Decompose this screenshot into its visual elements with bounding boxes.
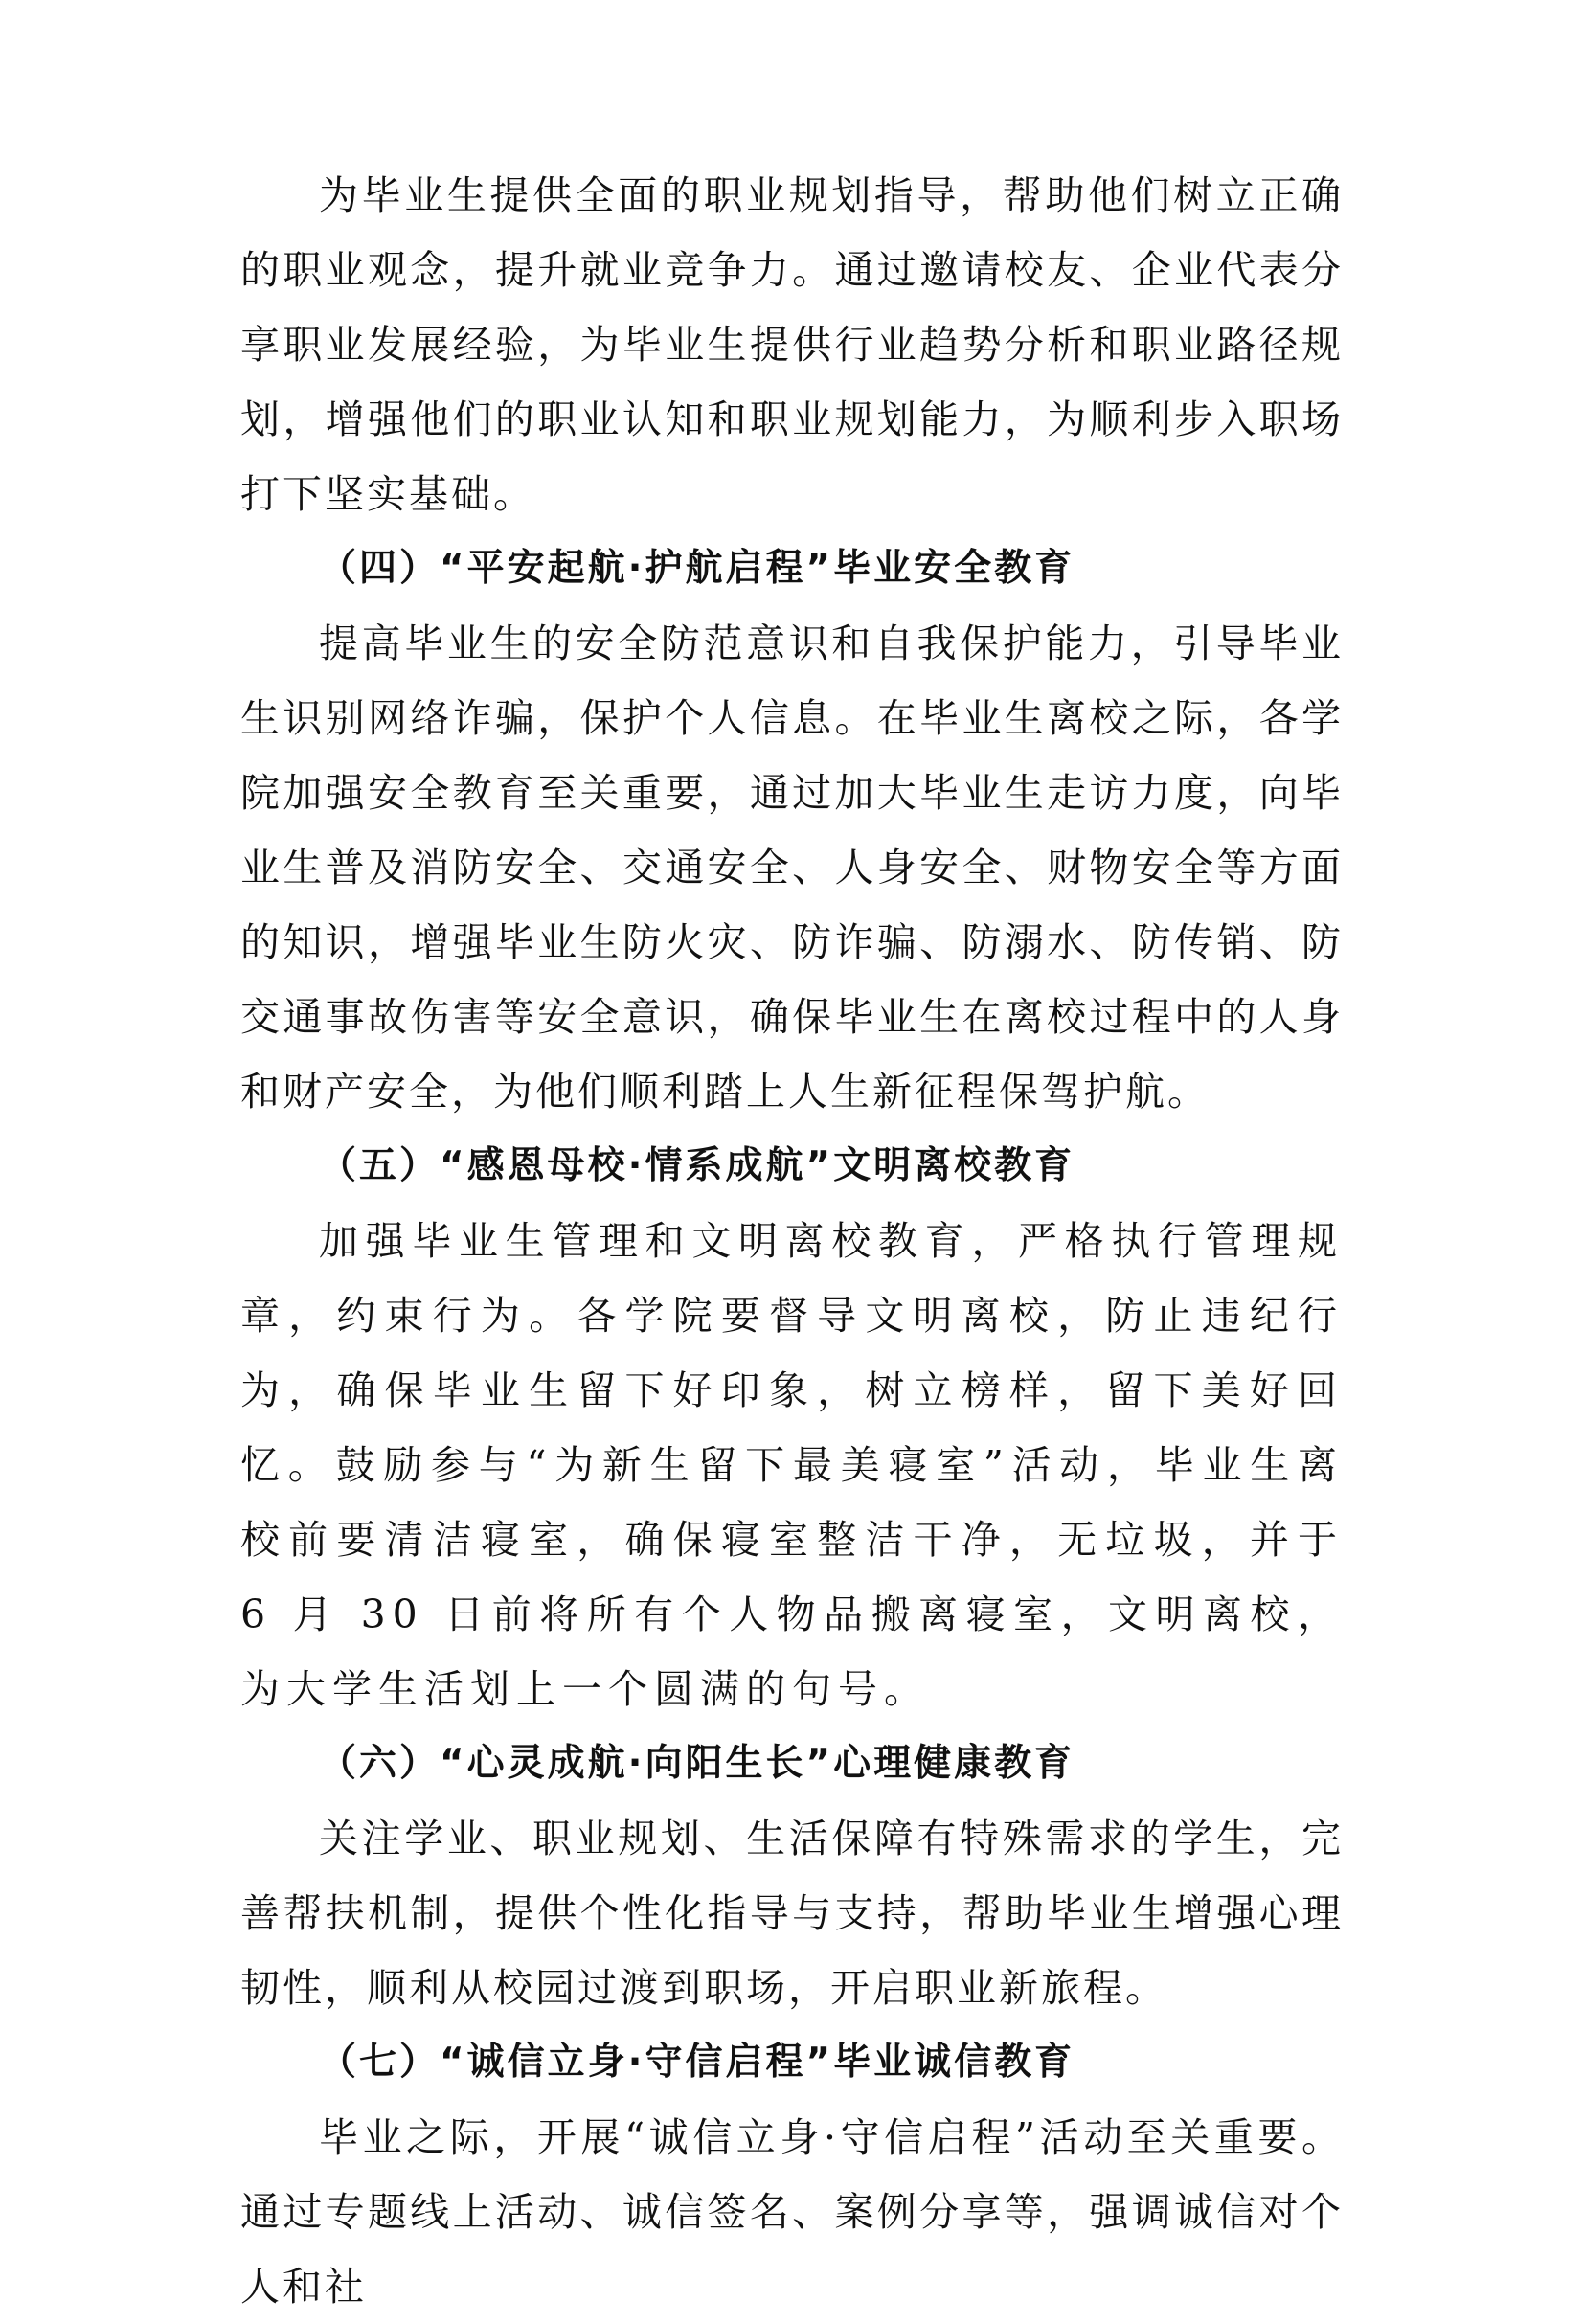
paragraph-integrity-education: 毕业之际，开展“诚信立身·守信启程”活动至关重要。通过专题线上活动、诚信签名、案例分享等，强调诚信对个人和社: [240, 2114, 1344, 2310]
document-page: [240, 158, 1344, 2324]
paragraph-mental-health: 关注学业、职业规划、生活保障有特殊需求的学生，完善帮扶机制，提供个性化指导与支持，帮助毕业生增强心理韧性，顺利从校园过渡到职场，开启职业新旅程。: [240, 1816, 1344, 2011]
paragraph-civilized-departure: 加强毕业生管理和文明离校教育，严格执行管理规章，约束行为。各学院要督导文明离校，防止违纪行为，确保毕业生留下好印象，树立榜样，留下美好回忆。鼓励参与“为新生留下最美寝室”活动，毕业生离校前要清洁寝室，确保寝室整洁干净，无垃圾，并于 6 月 30 日前将所有个人物品搬离寝室，文明离校，为大学生活划上一个圆满的句号。: [240, 1218, 1344, 1712]
section-heading-7: （七）“诚信立身·守信启程”毕业诚信教育: [319, 2041, 1075, 2084]
section-heading-4: （四）“平安起航·护航启程”毕业安全教育: [319, 547, 1075, 590]
paragraph-safety-education: 提高毕业生的安全防范意识和自我保护能力，引导毕业生识别网络诈骗，保护个人信息。在毕业生离校之际，各学院加强安全教育至关重要，通过加大毕业生走访力度，向毕业生普及消防安全、交通安全、人身安全、财物安全等方面的知识，增强毕业生防火灾、防诈骗、防溺水、防传销、防交通事故伤害等安全意识，确保毕业生在离校过程中的人身和财产安全，为他们顺利踏上人生新征程保驾护航。: [240, 620, 1344, 1115]
section-heading-5: （五）“感恩母校·情系成航”文明离校教育: [319, 1144, 1075, 1187]
section-heading-6: （六）“心灵成航·向阳生长”心理健康教育: [319, 1742, 1075, 1785]
paragraph-career-guidance: 为毕业生提供全面的职业规划指导，帮助他们树立正确的职业观念，提升就业竞争力。通过邀请校友、企业代表分享职业发展经验，为毕业生提供行业趋势分析和职业路径规划，增强他们的职业认知和职业规划能力，为顺利步入职场打下坚实基础。: [240, 172, 1344, 517]
